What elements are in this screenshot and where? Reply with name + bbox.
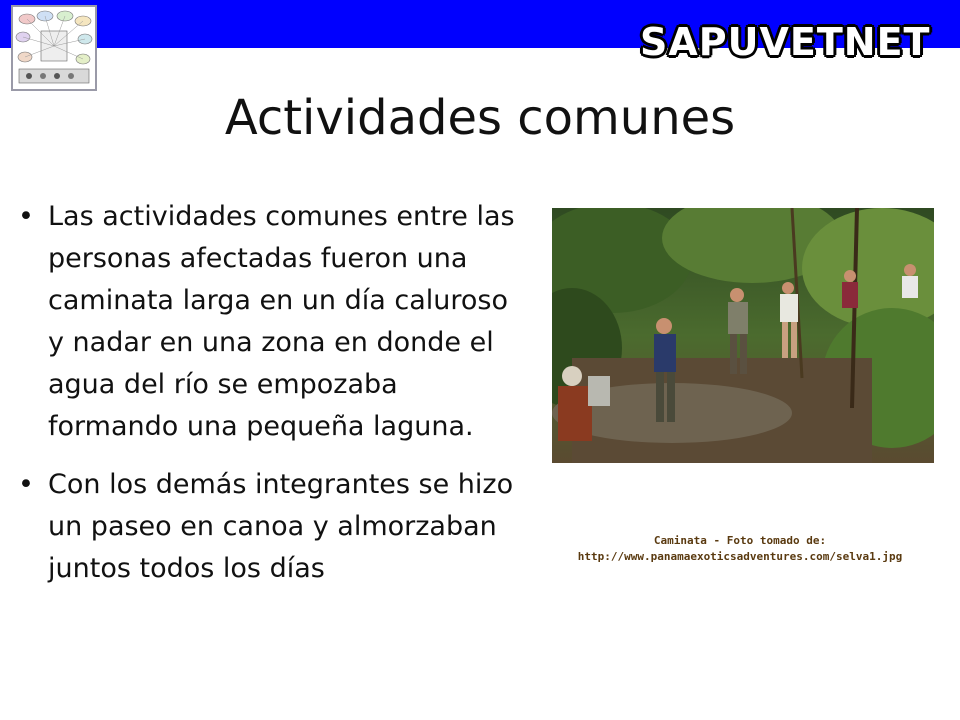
photo-caption: [545, 533, 935, 565]
page-title: Actividades comunes: [224, 90, 736, 146]
brand-wordmark: SAPUVETNET: [640, 20, 931, 64]
bullet-item: [18, 464, 518, 590]
bullet-list: [18, 196, 518, 606]
caption-line: Caminata - Foto tomado de:: [653, 534, 827, 547]
bullet-marker: •: [18, 201, 34, 232]
bullet-text: Con los demás integrantes se hizo un paseo en canoa y almorzaban juntos todos los días: [48, 469, 514, 584]
bullet-text: Las actividades comunes entre las personas afectadas fueron una caminata larga en un día caluroso y nadar en una zona en donde el agua del río se empozaba formando una pequeña laguna.: [48, 201, 515, 442]
jungle-hike-image: [552, 208, 934, 463]
bullet-marker: •: [18, 469, 34, 500]
hiking-photo: [552, 208, 934, 463]
logo-diagram-icon: [13, 7, 95, 89]
caption-source-url: http://www.panamaexoticsadventures.com/selva1.jpg: [577, 550, 903, 563]
logo: [11, 5, 97, 91]
bullet-item: [18, 196, 518, 448]
